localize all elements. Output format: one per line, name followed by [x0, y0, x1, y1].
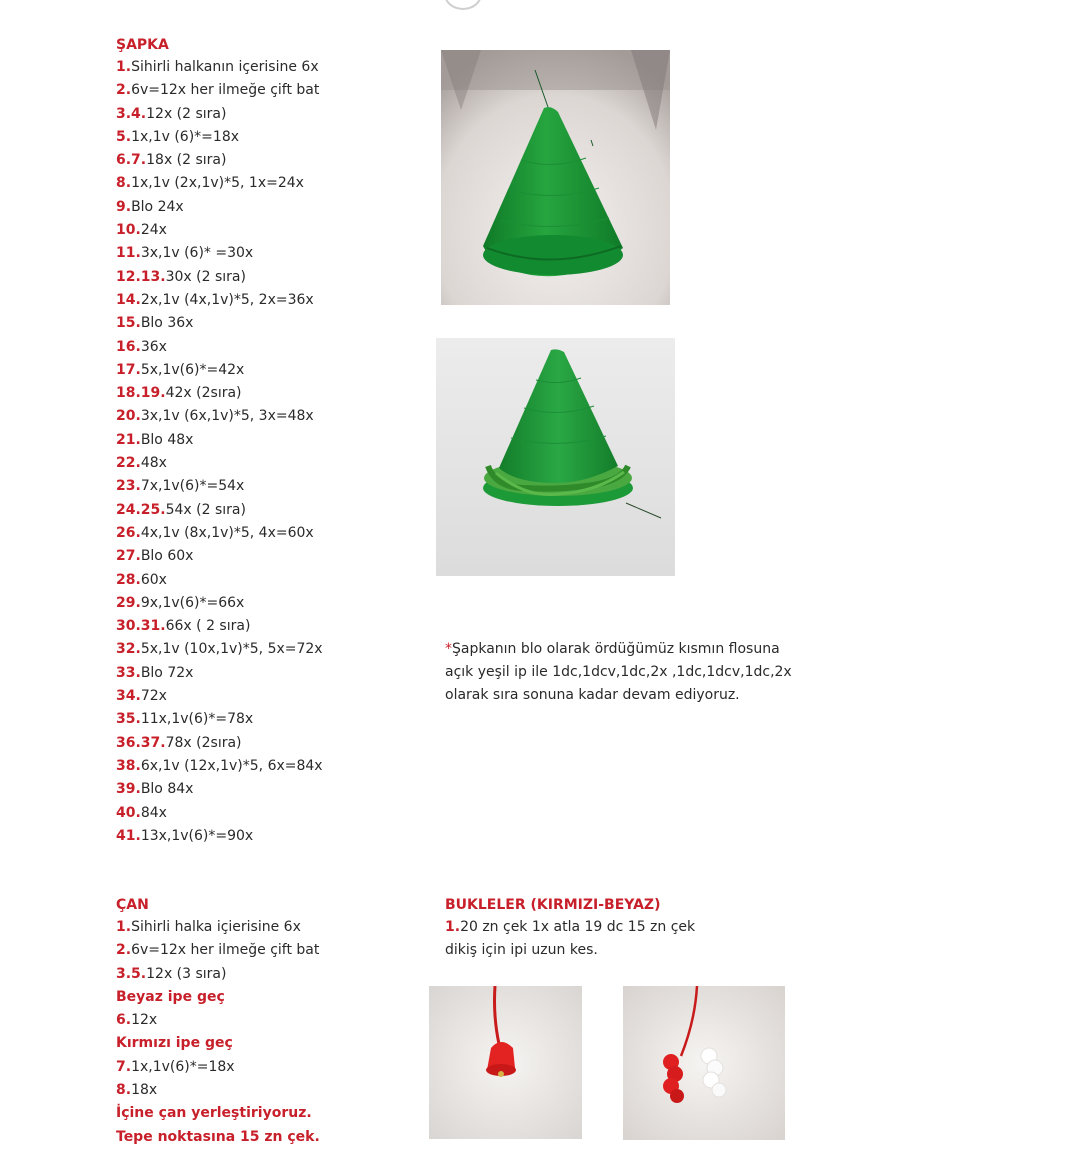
sapka-row: 34.72x	[116, 688, 167, 705]
sapka-row: 38.6x,1v (12x,1v)*5, 6x=84x	[116, 757, 323, 774]
sapka-row: 35.11x,1v(6)*=78x	[116, 711, 254, 728]
sapka-row: 23.7x,1v(6)*=54x	[116, 478, 245, 495]
sapka-row: 10.24x	[116, 222, 167, 239]
sapka-row: 20.3x,1v (6x,1v)*5, 3x=48x	[116, 408, 314, 425]
sapka-row: 6.7.18x (2 sıra)	[116, 152, 227, 169]
sapka-row: 18.19.42x (2sıra)	[116, 385, 242, 402]
sapka-row: 21.Blo 48x	[116, 431, 194, 448]
hat-cone-photo	[441, 50, 670, 305]
sapka-row: 1.Sihirli halkanın içerisine 6x	[116, 59, 319, 75]
bukleler-row: 1.20 zn çek 1x atla 19 dc 15 zn çek	[445, 919, 696, 935]
sapka-row: 15.Blo 36x	[116, 315, 194, 332]
sapka-row: 39.Blo 84x	[116, 781, 194, 798]
sapka-rows	[116, 56, 323, 848]
sapka-row: 29.9x,1v(6)*=66x	[116, 594, 245, 611]
curls-photo	[623, 986, 785, 1140]
sapka-row: 14.2x,1v (4x,1v)*5, 2x=36x	[116, 291, 314, 308]
sapka-section	[116, 34, 323, 848]
sapka-row: 24.25.54x (2 sıra)	[116, 501, 246, 518]
bukleler-row: dikiş için ipi uzun kes.	[445, 942, 598, 959]
switch-white-yarn: Beyaz ipe geç	[116, 988, 225, 1005]
sapka-row: 33.Blo 72x	[116, 664, 194, 681]
logo-circle-icon	[444, 0, 482, 10]
insert-bell-note: İçine çan yerleştiriyoruz.	[116, 1105, 312, 1122]
note-line-2: açık yeşil ip ile 1dc,1dcv,1dc,2x ,1dc,1dcv,1dc,2x	[445, 664, 792, 680]
sapka-row: 12.13.30x (2 sıra)	[116, 268, 246, 285]
sapka-row: 11.3x,1v (6)* =30x	[116, 245, 254, 262]
sapka-row: 26.4x,1v (8x,1v)*5, 4x=60x	[116, 524, 314, 541]
sapka-row: 9.Blo 24x	[116, 198, 184, 215]
sapka-row: 22.48x	[116, 455, 167, 472]
bukleler-section	[445, 894, 695, 963]
can-row: 2.6v=12x her ilmeğe çift bat	[116, 942, 320, 959]
can-row: 1.Sihirli halka içierisine 6x	[116, 919, 301, 935]
sapka-title: ŞAPKA	[116, 37, 169, 53]
bukleler-title: BUKLELER (KIRMIZI-BEYAZ)	[445, 897, 661, 913]
sapka-row: 41.13x,1v(6)*=90x	[116, 827, 254, 844]
brim-note	[445, 638, 792, 707]
sapka-row: 3.4.12x (2 sıra)	[116, 105, 227, 122]
bell-photo	[429, 986, 582, 1139]
sapka-row: 5.1x,1v (6)*=18x	[116, 128, 240, 145]
sapka-row: 17.5x,1v(6)*=42x	[116, 361, 245, 378]
sapka-row: 30.31.66x ( 2 sıra)	[116, 618, 251, 635]
note-star: *	[445, 641, 452, 657]
can-section	[116, 894, 320, 1149]
sapka-row: 16.36x	[116, 338, 167, 355]
top-chain-note: Tepe noktasına 15 zn çek.	[116, 1128, 320, 1145]
can-title: ÇAN	[116, 897, 149, 913]
note-line-1: Şapkanın blo olarak ördüğümüz kısmın flosuna	[452, 641, 780, 657]
sapka-row: 27.Blo 60x	[116, 548, 194, 565]
sapka-row: 28.60x	[116, 571, 167, 588]
sapka-row: 32.5x,1v (10x,1v)*5, 5x=72x	[116, 641, 323, 658]
switch-red-yarn: Kırmızı ipe geç	[116, 1035, 233, 1052]
can-row: 7.1x,1v(6)*=18x	[116, 1058, 235, 1075]
can-row: 8.18x	[116, 1082, 158, 1099]
sapka-row: 8.1x,1v (2x,1v)*5, 1x=24x	[116, 175, 304, 192]
hat-with-brim-photo	[436, 338, 675, 576]
can-row: 6.12x	[116, 1012, 158, 1029]
note-line-3: olarak sıra sonuna kadar devam ediyoruz.	[445, 687, 740, 703]
sapka-row: 2.6v=12x her ilmeğe çift bat	[116, 82, 320, 99]
sapka-row: 36.37.78x (2sıra)	[116, 734, 242, 751]
sapka-row: 40.84x	[116, 804, 167, 821]
can-row: 3.5.12x (3 sıra)	[116, 965, 227, 982]
